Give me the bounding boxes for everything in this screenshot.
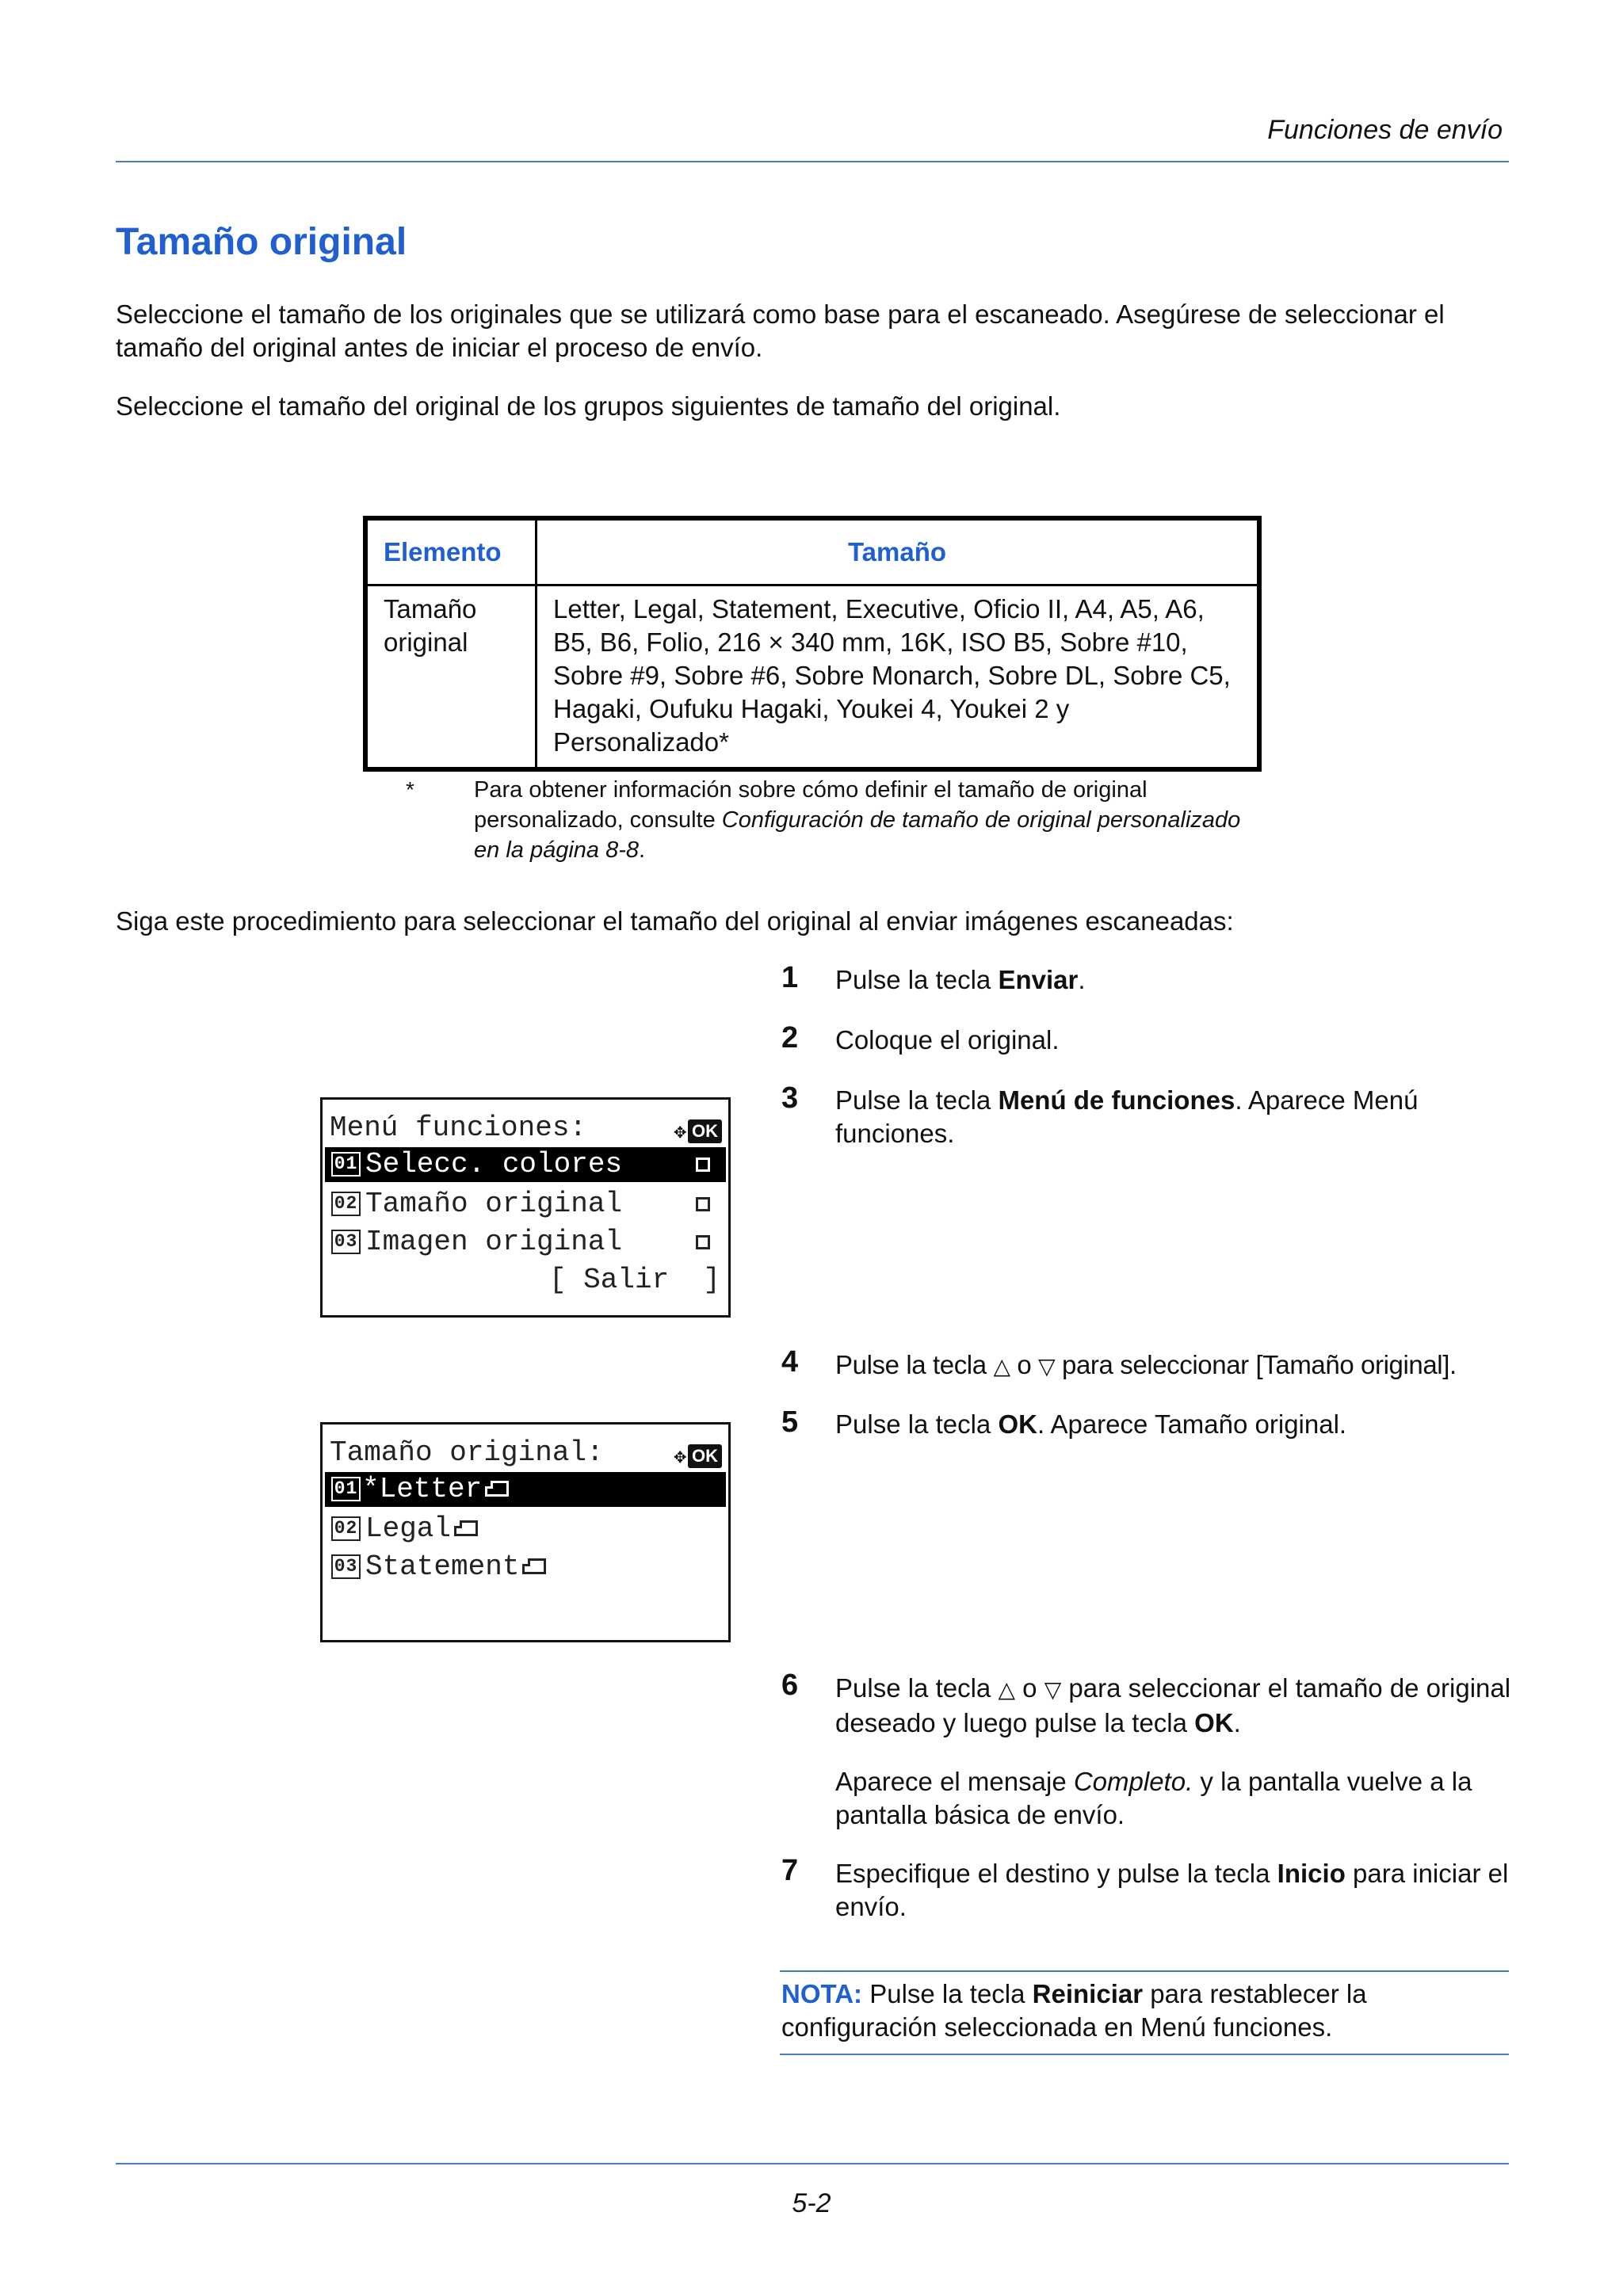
note-label: NOTA: (781, 1979, 863, 2008)
footnote-reference[interactable]: Configuración de tamaño de original personalizado en la página 8-8 (474, 807, 1241, 863)
portrait-orientation-icon (454, 1520, 478, 1536)
table-header-item: Elemento (365, 518, 537, 585)
ok-key-icon: OK (688, 1119, 722, 1143)
step-number: 6 (781, 1669, 799, 1702)
navigation-arrows-icon: ✥ (674, 1119, 686, 1144)
checkbox-icon (696, 1158, 710, 1172)
item-number-icon: 02 (331, 1516, 361, 1541)
lcd-menu-item[interactable]: 01 Selecc. colores (325, 1147, 726, 1182)
step-text: Coloque el original. (835, 1025, 1060, 1055)
footnote-mark: * (406, 777, 414, 802)
step-number: 3 (781, 1081, 799, 1115)
step-text: Pulse la tecla △ o ▽ para seleccionar [Tamaño original]. (835, 1348, 1533, 1383)
note-bottom-rule (780, 2054, 1509, 2055)
table-cell-sizes: Letter, Legal, Statement, Executive, Oficio II, A4, A5, A6, B5, B6, Folio, 216 × 340 mm, 16K, ISO B5, Sobre #10, Sobre #9, Sobre #6, Sobre Monarch, Sobre DL, Sobre C5, Hagaki, Oufuku Hagaki, Youkei 4, Youkei 2 y Personalizado* (537, 585, 1260, 770)
lcd-screen-original-size (320, 1422, 731, 1642)
step-number: 7 (781, 1854, 799, 1887)
step-text: Pulse la tecla OK. Aparece Tamaño original. (835, 1409, 1347, 1439)
portrait-orientation-icon (485, 1481, 509, 1497)
item-number-icon: 01 (331, 1152, 361, 1177)
page-title: Tamaño original (116, 221, 407, 263)
down-triangle-icon: ▽ (1038, 1354, 1056, 1379)
note-top-rule (780, 1970, 1509, 1972)
item-number-icon: 02 (331, 1192, 361, 1216)
checkbox-icon (696, 1235, 710, 1249)
navigation-arrows-icon: ✥ (674, 1444, 686, 1469)
lcd-nav-indicator (674, 1116, 722, 1142)
lcd-menu-item[interactable]: 01 *Letter (325, 1472, 726, 1507)
step-result-text: Aparece el mensaje Completo. y la pantalla vuelve a la pantalla básica de envío. (835, 1767, 1472, 1829)
up-triangle-icon: △ (998, 1677, 1015, 1702)
page-number: 5-2 (792, 2188, 831, 2218)
footnote-text: Para obtener información sobre cómo definir el tamaño de original personalizado, consulte Configuración de tamaño de original personalizado en la página 8-8. (474, 777, 1241, 863)
lcd-exit-button[interactable]: [ Salir ] (548, 1264, 720, 1296)
table-header-row (365, 518, 1259, 585)
lcd-screen-function-menu (320, 1097, 731, 1318)
section-header: Funciones de envío (1267, 115, 1503, 145)
step-text: Pulse la tecla Menú de funciones. Aparece Menú funciones. (835, 1085, 1419, 1148)
intro-paragraph-1: Seleccione el tamaño de los originales que se utilizará como base para el escaneado. Asegúrese de seleccionar el tamaño del original antes de iniciar el proceso de envío. (116, 299, 1445, 362)
step-text: Pulse la tecla Enviar. (835, 965, 1086, 994)
table-row (365, 585, 1259, 770)
procedure-intro: Siga este procedimiento para seleccionar el tamaño del original al enviar imágenes escaneadas: (116, 906, 1234, 936)
step-number: 2 (781, 1021, 799, 1055)
lcd-title: Menú funciones: (330, 1112, 587, 1144)
lcd-menu-item[interactable]: 02 Tamaño original (325, 1187, 726, 1222)
intro-paragraph-2: Seleccione el tamaño del original de los grupos siguientes de tamaño del original. (116, 391, 1061, 421)
lcd-nav-indicator (674, 1440, 722, 1467)
ok-key-icon: OK (688, 1444, 722, 1468)
lcd-title: Tamaño original: (330, 1436, 604, 1469)
up-triangle-icon: △ (993, 1354, 1010, 1379)
header-rule (116, 161, 1509, 162)
step-number: 5 (781, 1405, 799, 1439)
item-number-icon: 03 (331, 1230, 361, 1254)
table-header-size: Tamaño (537, 518, 1260, 585)
footer-rule (116, 2163, 1509, 2164)
item-number-icon: 03 (331, 1554, 361, 1579)
step-text: Pulse la tecla △ o ▽ para seleccionar el tamaño de original deseado y luego pulse la tecla OK. (835, 1673, 1511, 1737)
down-triangle-icon: ▽ (1044, 1677, 1062, 1702)
lcd-menu-item[interactable]: 03 Imagen original (325, 1225, 726, 1260)
lcd-menu-item[interactable]: 02 Legal (325, 1512, 726, 1547)
table-cell-item: Tamaño original (365, 585, 537, 770)
checkbox-icon (696, 1197, 710, 1211)
step-number: 1 (781, 961, 799, 994)
note-box: NOTA: Pulse la tecla Reiniciar para restablecer la configuración seleccionada en Menú funciones. (781, 1979, 1367, 2042)
step-number: 4 (781, 1345, 799, 1379)
lcd-menu-item[interactable]: 03 Statement (325, 1550, 726, 1585)
item-number-icon: 01 (331, 1477, 361, 1501)
portrait-orientation-icon (522, 1558, 546, 1574)
size-table (363, 516, 1262, 772)
step-text: Especifique el destino y pulse la tecla Inicio para iniciar el envío. (835, 1859, 1509, 1921)
